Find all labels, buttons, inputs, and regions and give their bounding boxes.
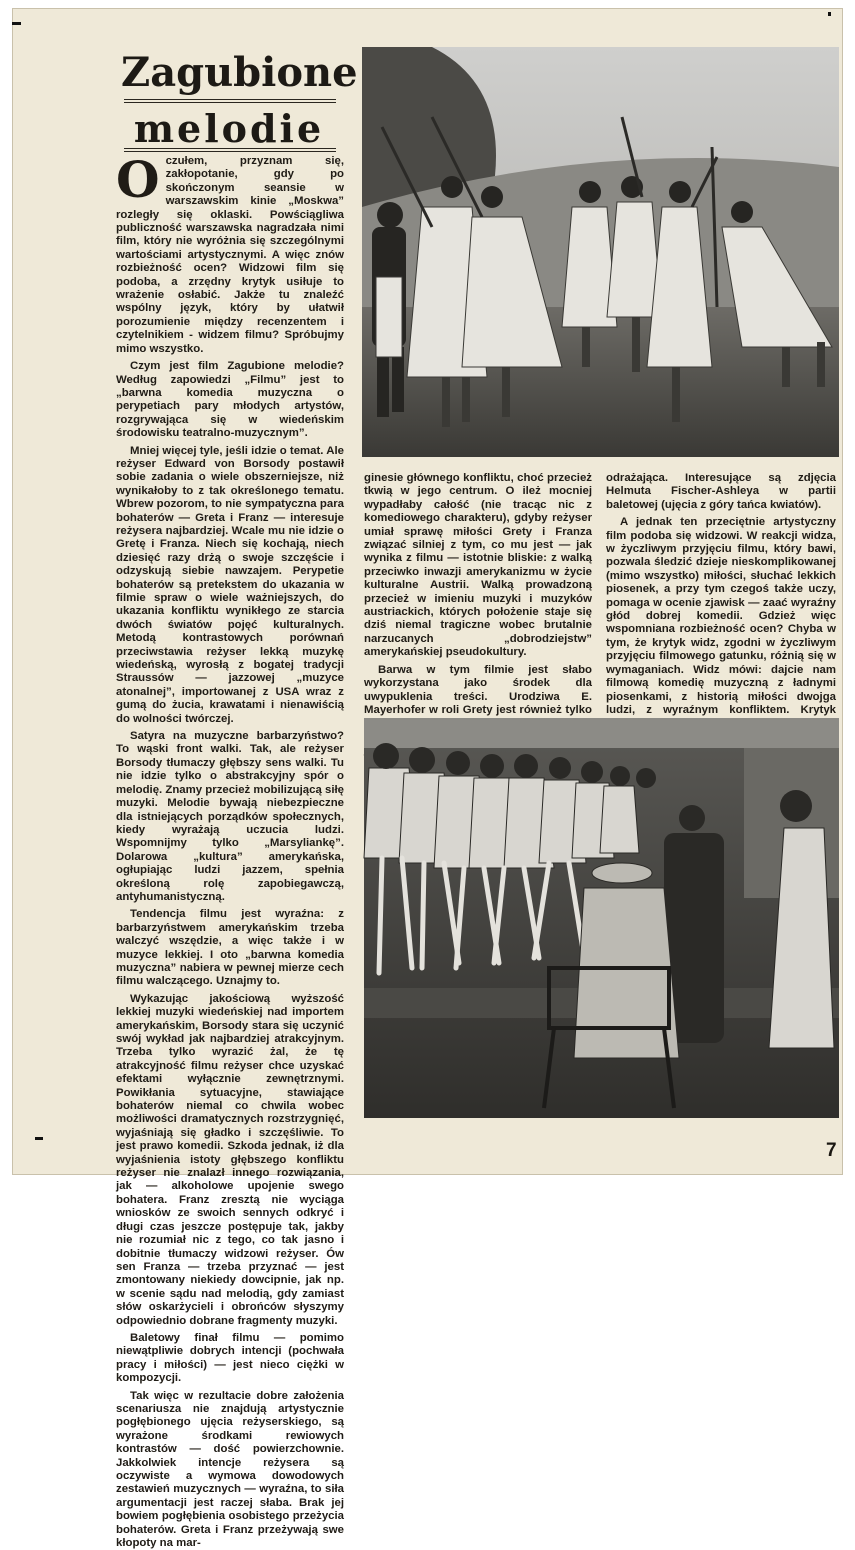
article-paragraph: Tendencja filmu jest wyraźna: z barbarzyństwem amerykańskim trzeba walczyć wszędzie, a więc także i w muzyce lekkiej. I oto „barwna komedia muzyczna” nabiera w pewnej mierze cech filmu walczącego. Uznajmy to. bbox=[116, 908, 344, 988]
article-column-2 bbox=[364, 472, 592, 716]
article-paragraph: Satyra na muzyczne barbarzyństwo? To wąski front walki. Tak, ale reżyser Borsody tłumaczy głębszy sens walki. Tu nie idzie tylko o abstrakcyjny spór o melodię. Znamy przecież mobilizującą siłę muzyki. Melodie bywają niebezpieczne dla istniejących porządków społecznych, kiedy wyrażają uczucia ludzi. Wspomnijmy tylko „Marsyliankę”. Dolarowa „kultura” amerykańska, ogłupiając ludzi jazzem, spełnia określoną rolę zapobiegawczą, antyhumanistyczną. bbox=[116, 730, 344, 903]
paragraph-text: czułem, przyznam się, zakłopotanie, gdy po skończonym seansie w warszawskim kinie „Moskwa” rozległy się oklaski. Powściągliwa publiczność warszawska nagradzała nimi film, który nie wyróżnia się szczególnymi wartościami artystycznymi. A więc znów rozbieżność ocen? Widzowi film się podoba, a zrzędny krytyk usiłuje to wrażenie osłabić. Jakże tu znaleźć wspólny język, który by ułatwił porozumienie między recenzentem i czytelnikiem - widzem filmu? Spróbujmy mimo wszystko. bbox=[116, 155, 344, 355]
article-paragraph: Mniej więcej tyle, jeśli idzie o temat. Ale reżyser Edward von Borsody postawił sobie zadania o wiele obszerniejsze, niż wynikałoby to z tak określonego tematu. Wbrew pozorom, to nie sympatyczna para bohaterów — Greta i Franz — interesuje reżysera najbardziej. Wcale mu nie idzie o Gretę i Franza. Niech się kochają, niech dziesięć razy drżą o swoje szczęście i odzyskują siebie nawzajem. Perypetie bohaterów są pretekstem do ukazania w filmie spraw o wiele ważniejszych, do ukazania konfliktu wynikłego ze starcia dwóch światów pojęć kulturalnych. Metodą kontrastowych porównań przeciwstawia reżyser lekką muzykę wiedeńską, wyrosłą z bogatej tradycji Straussów — jazzowej „muzyce atonalnej”, importowanej z USA wraz z gumą do żucia, krawatami i nienawiścią do wolności twórczej. bbox=[116, 444, 344, 725]
article-paragraph: Tak więc w rezultacie dobre założenia scenariusza nie znajdują artystycznie pogłębionego ujęcia reżyserskiego, są wyrażone środkami rewiowych kontrastów — dość powierzchownie. Jakkolwiek intencje reżysera są oczywiste a wymowa dowodowych zestawień muzycznych — wyraźna, to siła argumentacji jest raczej słaba. Brak jej bowiem pogłębienia osobistego przeżycia bohaterów. Greta i Franz przeżywają swe kłopoty na mar- bbox=[116, 1389, 344, 1550]
article-paragraph: odrażająca. Interesujące są zdjęcia Helmuta Fischer-Ashleya w partii baletowej (ujęcia z góry tańca kwiatów). bbox=[606, 472, 836, 511]
article-paragraph: Baletowy finał filmu — pomimo niewątpliwie dobrych intencji (pochwała pracy i miłości) — jest nieco ciężki w kompozycji. bbox=[116, 1331, 344, 1385]
article-title-line1: Zagubione bbox=[121, 49, 358, 96]
article-paragraph: Wykazując jakościową wyższość lekkiej muzyki wiedeńskiej nad importem amerykańskim, Borsody stara się uczynić swój wykład jak najbardziej atrakcyjnym. Trzeba tylko wyrazić żal, że tę atrakcyjność filmu reżyser chce uzyskać efektami wyłącznie zewnętrznymi. Powikłania sytuacyjne, stawiające bohaterów niemal co chwila wobec możliwości dramatycznych rozstrzygnięć, wyjaśniają się gładko i szczęśliwie. To jest prawo komedii. Szkoda jednak, iż dla wyjaśnienia istoty głębszego konfliktu reżyser nie znalazł innego rozwiązania, jak — alkoholowe upojenie swego bohatera. Franz zresztą nie wyciąga wniosków ze swoich sennych odkryć i długi czas jeszcze postępuje tak, jakby nie rozumiał nic z tego, co tak jasno i dobitnie tłumaczy widzowi reżyser. Ów sen Franza — trzeba przyznać — jest zmontowany niekiedy dowcipnie, jak np. w scenie sądu nad melodią, gdy zamiast słów oskarżycieli i obrońców słyszymy odpowiednio dobrane fragmenty muzyki. bbox=[116, 992, 344, 1327]
article-paragraph bbox=[116, 150, 344, 356]
drop-cap: O bbox=[116, 150, 160, 209]
article-paragraph: A jednak ten przeciętnie artystyczny film podoba się widzowi. W reakcji widza, w życzliwym przyjęciu filmu, który bawi, pozwala śledzić dzieje nieskomplikowanej (mimo wszystko) miłości, słuchać lekkich piosenek, a przy tym czegoś także uczy, pomaga w ocenie zjawisk — zaać wyraźny głód dobrej komedii. Gdzież więc wspomniana rozbieżność ocen? Chyba w tym, że krytyk widz, zgodni w życzliwym przyjęciu filmowego gatunku, różnią się w wymaganiach. Widz mówi: dajcie nam filmową komedię muzyczną z ładnymi piosenkami, z historią miłości dwojga ludzi, z wyraźnym konfliktem. Krytyk bbox=[606, 516, 836, 716]
margin-mark-corner bbox=[828, 12, 831, 16]
article-title-line2: melodie bbox=[133, 106, 325, 151]
margin-mark-bottom bbox=[35, 1137, 43, 1140]
article-paragraph: ginesie głównego konfliktu, choć przecież tkwią w jego centrum. O ileż mocniej wypadłaby całość (nie tracąc nic z komediowego charakteru), gdyby reżyser umiał sprawę miłości Grety i Franza związać silniej z tym, co mu jest — jak wynika z filmu — istotnie bliskie: z walką przeciwko inwazji amerykanizmu w życie kulturalne Austrii. Walką prowadzoną przecież w imieniu muzyki i muzyków austriackich, których położenie staje się dziś niemal tragiczne wobec brutalnie narzucanych „dobrodziejstw” amerykańskiej pseudokultury. bbox=[364, 472, 592, 659]
article-column-3 bbox=[606, 472, 836, 716]
article-column-1 bbox=[116, 150, 344, 1550]
photo-chorus-line-scene-image bbox=[364, 718, 839, 1118]
photo-chorus-line-scene bbox=[364, 718, 839, 1118]
page-number: 7 bbox=[826, 1140, 837, 1161]
photo-dance-scene bbox=[362, 47, 839, 457]
title-rule-middle bbox=[124, 99, 336, 103]
margin-mark-top bbox=[12, 22, 21, 25]
article-paragraph: Barwa w tym filmie jest słabo wykorzystana jako środek dla uwypuklenia treści. Urodziwa E. Mayerhofer w roli Grety jest również tylko bbox=[364, 663, 592, 716]
photo-dance-scene-image bbox=[362, 47, 839, 457]
article-paragraph: Czym jest film Zagubione melodie? Według zapowiedzi „Filmu” jest to „barwna komedia muzyczna o perypetiach pary młodych artystów, rozgrywająca się w wiedeńskim środowisku teatralno-muzycznym”. bbox=[116, 360, 344, 440]
